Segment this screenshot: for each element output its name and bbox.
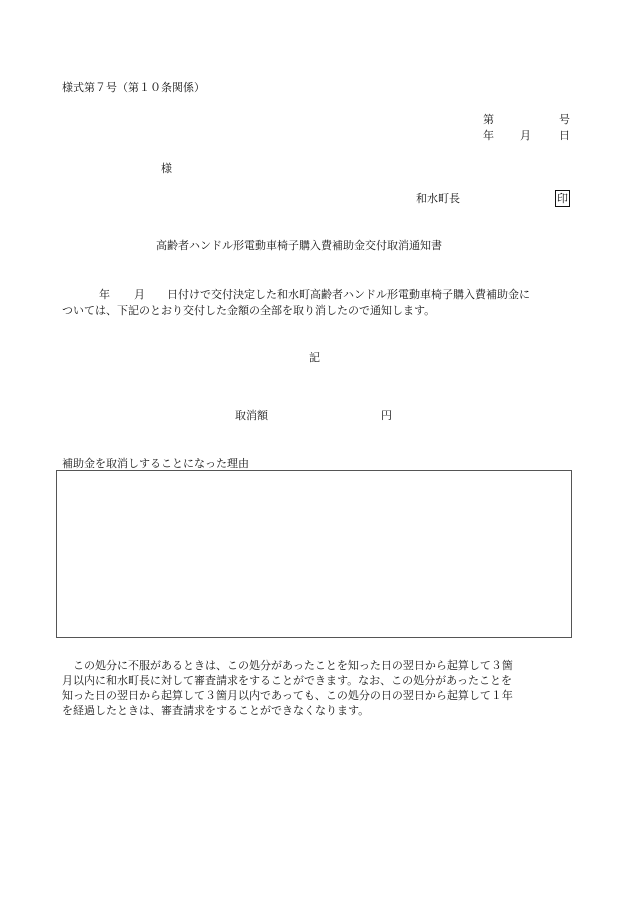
ki-heading: 記 — [309, 351, 320, 364]
body-line-1-text: 日付けで交付決定した和水町高齢者ハンドル形電動車椅子購入費補助金に — [167, 288, 530, 301]
form-number: 様式第７号（第１０条関係） — [62, 81, 205, 94]
date-day-label: 日 — [559, 129, 570, 142]
seal-mark: 印 — [557, 192, 568, 205]
notice-line: 知った日の翌日から起算して３箇月以内であっても、この処分の日の翌日から起算して１年 — [62, 689, 513, 702]
amount-label: 取消額 — [235, 409, 268, 422]
reason-label: 補助金を取消しすることになった理由 — [62, 457, 249, 470]
date-month-label: 月 — [520, 129, 531, 142]
body-month-label: 月 — [134, 288, 145, 301]
notice-line: この処分に不服があるときは、この処分があったことを知った日の翌日から起算して３箇 — [62, 659, 513, 672]
date-year-label: 年 — [483, 129, 494, 142]
notice-line: を経過したときは、審査請求をすることができなくなります。 — [62, 704, 370, 717]
body-line-1 — [62, 287, 530, 303]
document-number-prefix: 第 — [483, 113, 494, 126]
document-number-suffix: 号 — [559, 113, 570, 126]
issuer-name: 和水町長 — [416, 192, 460, 205]
amount-unit: 円 — [381, 409, 392, 422]
body-line-2: ついては、下記のとおり交付した金額の全部を取り消したので通知します。 — [62, 304, 436, 317]
body-indent — [62, 288, 73, 301]
notice-line: 月以内に和水町長に対して審査請求をすることができます。なお、この処分があったことを — [62, 674, 513, 687]
recipient-honorific: 様 — [161, 162, 172, 175]
document-title: 高齢者ハンドル形電動車椅子購入費補助金交付取消通知書 — [156, 239, 442, 252]
reason-box[interactable] — [56, 470, 572, 638]
body-year-label: 年 — [99, 288, 110, 301]
